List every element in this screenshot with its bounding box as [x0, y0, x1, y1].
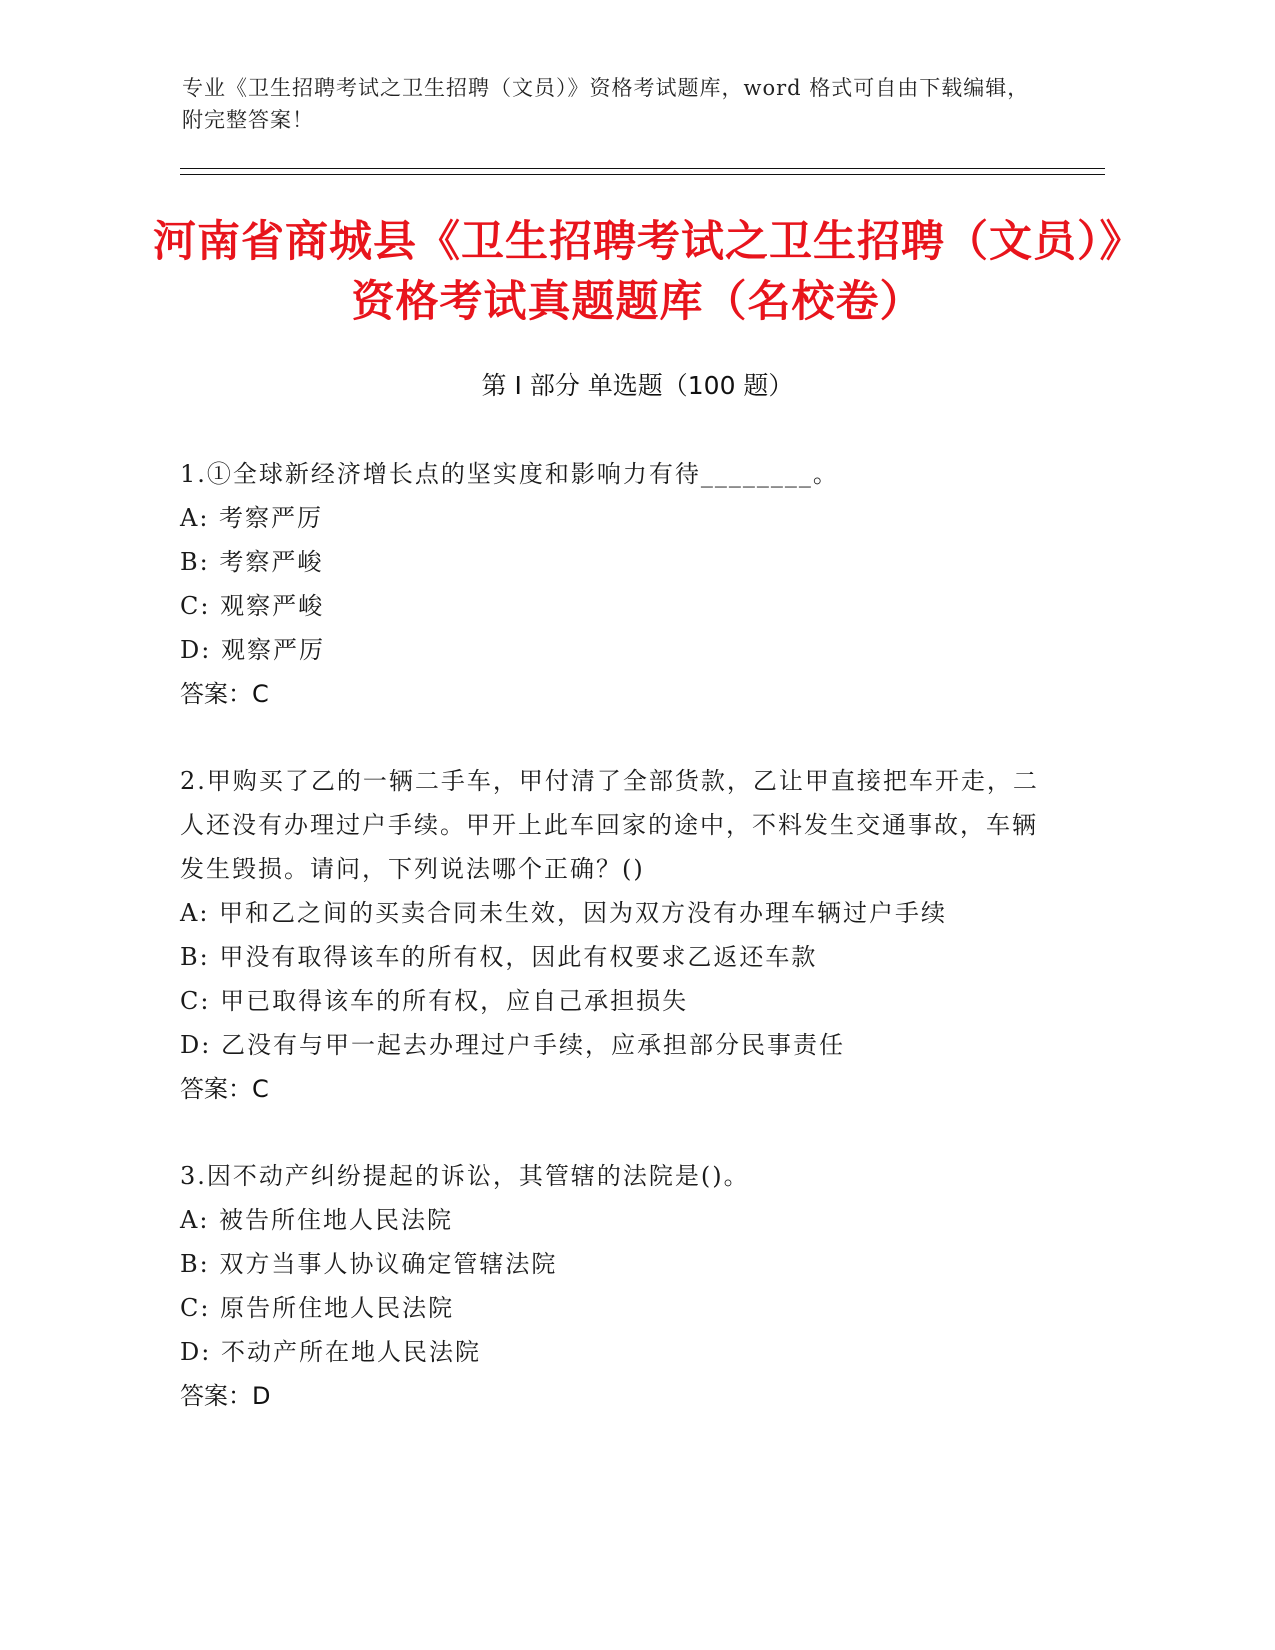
option-b: B: 双方当事人协议确定管辖法院: [180, 1250, 558, 1278]
answer: 答案：D: [180, 1382, 271, 1410]
answer: 答案：C: [180, 1075, 269, 1103]
option-d: D: 乙没有与甲一起去办理过户手续，应承担部分民事责任: [180, 1031, 845, 1059]
question-3: [180, 1154, 1060, 1418]
answer: 答案：C: [180, 680, 269, 708]
option-c: C: 观察严峻: [180, 592, 325, 620]
question-stem: 3.因不动产纠纷提起的诉讼，其管辖的法院是()。: [180, 1162, 750, 1190]
document-title: 河南省商城县《卫生招聘考试之卫生招聘（文员）》资格考试真题题库（名校卷）: [153, 217, 1122, 327]
question-stem: 2.甲购买了乙的一辆二手车，甲付清了全部货款，乙让甲直接把车开走，二人还没有办理过户手续。甲开上此车回家的途中，不料发生交通事故，车辆发生毁损。请问，下列说法哪个正确？(): [180, 767, 1039, 883]
option-a: A: 甲和乙之间的买卖合同未生效，因为双方没有办理车辆过户手续: [180, 899, 948, 927]
option-a: A: 考察严厉: [180, 504, 324, 532]
header-divider-bottom: [180, 174, 1105, 175]
option-c: C: 原告所住地人民法院: [180, 1294, 455, 1322]
header-divider-top: [180, 168, 1105, 169]
question-2: [180, 759, 1060, 1111]
header-note: 专业《卫生招聘考试之卫生招聘（文员）》资格考试题库，word 格式可自由下载编辑，附完整答案！: [182, 76, 1030, 132]
option-c: C: 甲已取得该车的所有权，应自己承担损失: [180, 987, 689, 1015]
section-title: 第 I 部分 单选题（100 题）: [481, 371, 794, 400]
question-stem: 1.①全球新经济增长点的坚实度和影响力有待________。: [180, 460, 839, 488]
option-b: B: 考察严峻: [180, 548, 324, 576]
question-list: [180, 452, 1060, 1461]
option-b: B: 甲没有取得该车的所有权，因此有权要求乙返还车款: [180, 943, 818, 971]
option-d: D: 观察严厉: [180, 636, 325, 664]
option-a: A: 被告所住地人民法院: [180, 1206, 454, 1234]
option-d: D: 不动产所在地人民法院: [180, 1338, 481, 1366]
question-1: [180, 452, 1060, 716]
